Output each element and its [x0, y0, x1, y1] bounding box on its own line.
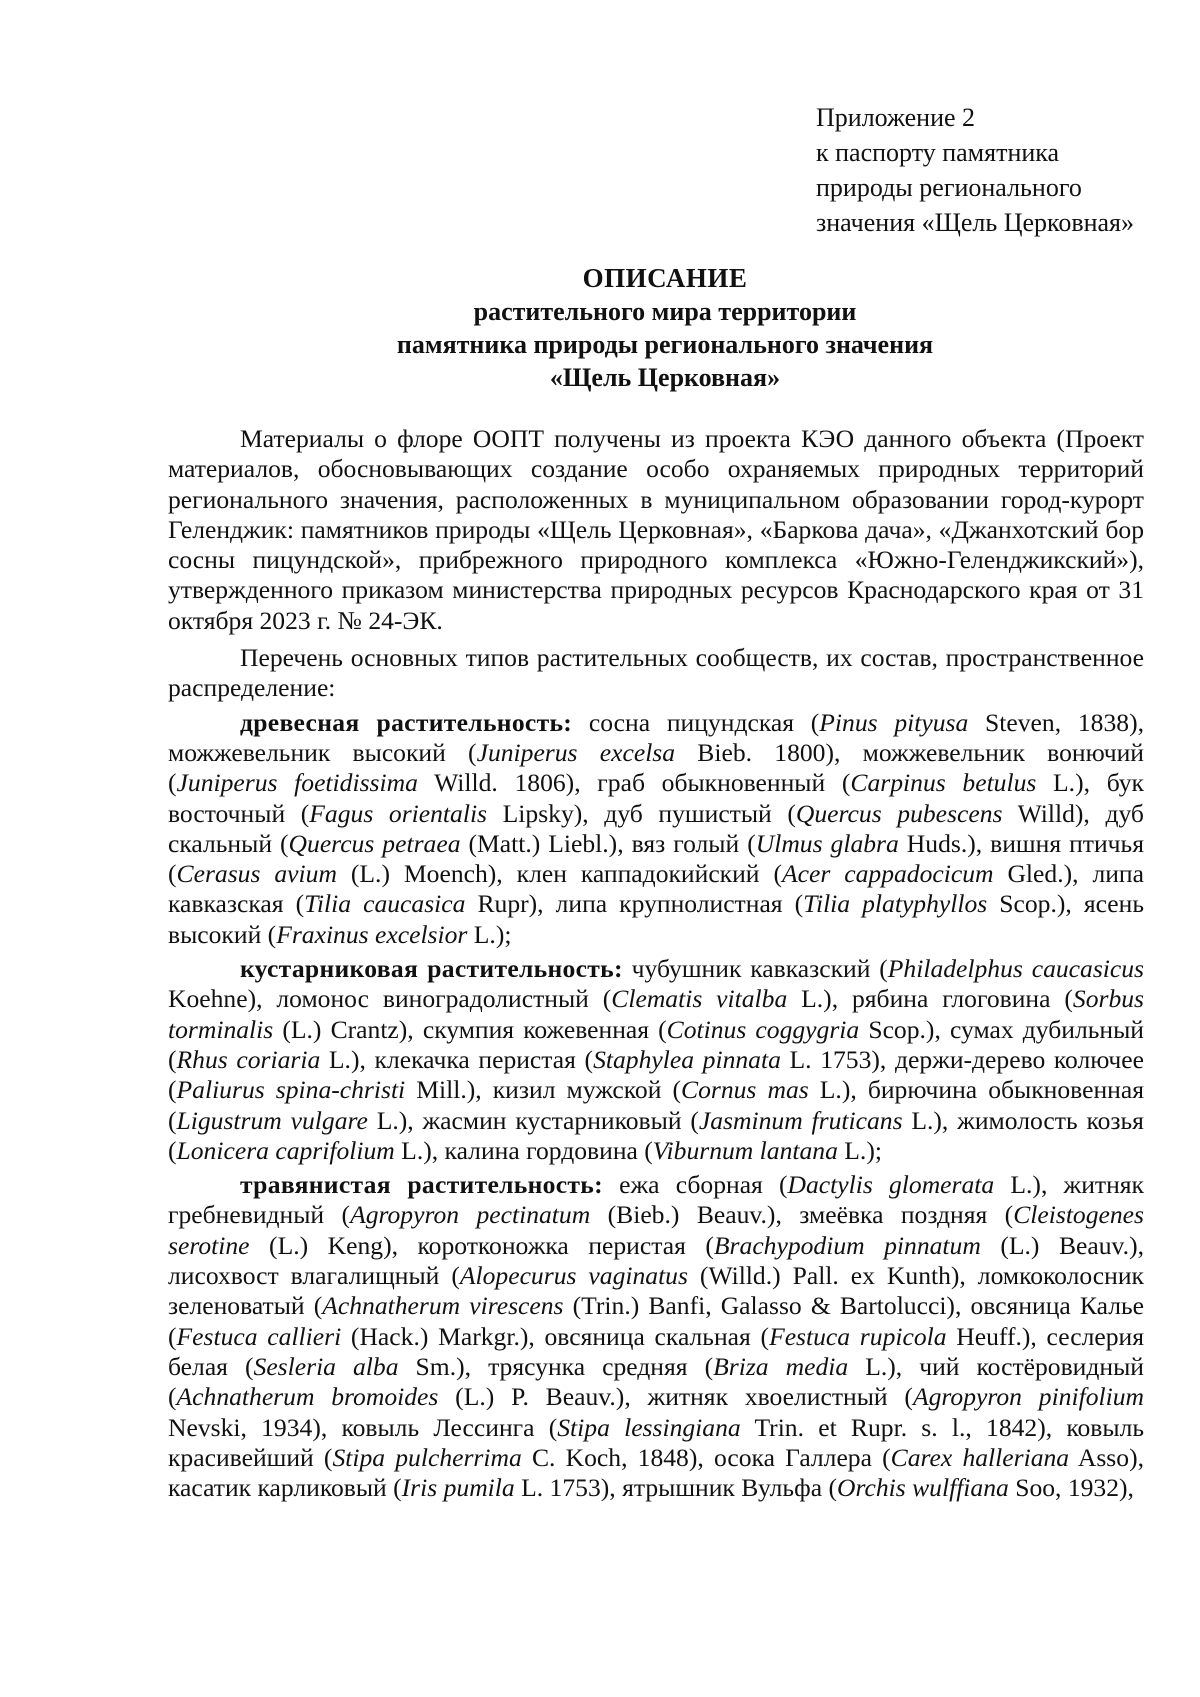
- herb-vegetation-paragraph: [168, 1170, 1144, 1503]
- species-authority: L.);: [467, 919, 512, 949]
- species-latin-name: Cornus mas: [681, 1075, 809, 1105]
- species-latin-name: Clematis vitalba: [611, 984, 788, 1014]
- title-line-3: памятника природы регионального значения: [396, 330, 934, 359]
- species-common-name: бирючина обыкновенная (: [168, 1075, 1144, 1135]
- species-common-name: можжевельник высокий (: [168, 737, 477, 767]
- species-authority: Soo, 1932),: [1008, 1473, 1134, 1503]
- species-entry: [168, 1473, 622, 1502]
- species-authority: Willd. 1806),: [417, 768, 598, 798]
- species-latin-name: Sesleria alba: [253, 1351, 399, 1381]
- species-entry: [423, 1106, 958, 1135]
- species-authority: L.),: [848, 1351, 920, 1381]
- species-authority: Bieb. 1800),: [675, 737, 863, 767]
- species-authority: L.),: [320, 1044, 375, 1074]
- species-authority: Scop.),: [859, 1014, 950, 1044]
- species-entry: [493, 1075, 868, 1104]
- species-common-name: овсяница Калье (: [168, 1291, 1145, 1351]
- species-entry: [375, 1045, 895, 1074]
- species-latin-name: Stipa pulcherrima: [332, 1442, 522, 1472]
- species-authority: (L.) Keng),: [249, 1230, 418, 1260]
- species-common-name: липа кавказская (: [168, 859, 1144, 919]
- species-common-name: жимолость козья (: [168, 1105, 1144, 1165]
- species-common-name: ежа сборная (: [619, 1170, 788, 1200]
- species-authority: Nevski, 1934),: [168, 1412, 342, 1442]
- species-entry: [619, 1170, 1063, 1199]
- species-common-name: можжевельник вонючий (: [168, 737, 1144, 798]
- species-authority: Asso),: [1069, 1442, 1144, 1472]
- species-entry: [488, 1352, 919, 1381]
- species-authority: L.),: [1036, 768, 1107, 798]
- herb-vegetation-heading: травянистая растительность:: [240, 1170, 603, 1200]
- species-common-name: ломонос виноградолистный (: [276, 984, 612, 1014]
- shrub-vegetation-heading: кустарниковая растительность:: [240, 954, 623, 984]
- species-latin-name: Festuca rupicola: [769, 1321, 947, 1351]
- species-latin-name: Ligustrum vulgare: [176, 1105, 368, 1135]
- species-entry: [168, 738, 863, 767]
- shrub-vegetation-list: [168, 954, 1144, 1165]
- species-common-name: лисохвост влагалищный (: [168, 1261, 460, 1291]
- species-entry: [632, 829, 991, 858]
- species-latin-name: Achnatherum virescens: [322, 1291, 564, 1321]
- species-latin-name: Acer cappadocicum: [781, 859, 994, 889]
- species-authority: L.),: [994, 1170, 1064, 1200]
- species-entry: [341, 1413, 1066, 1442]
- species-latin-name: Quercus pubescens: [795, 798, 1003, 828]
- species-latin-name: Rhus coriaria: [176, 1044, 321, 1074]
- species-common-name: жасмин кустарниковый (: [422, 1105, 699, 1135]
- species-entry: [418, 1231, 1144, 1260]
- title-line-2: растительного мира территории: [473, 297, 857, 326]
- species-entry: [545, 1322, 1047, 1351]
- title-main: ОПИСАНИЕ: [582, 263, 748, 293]
- list-intro-paragraph: Перечень основных типов растительных сообществ, их состав, пространственное распределение:: [168, 643, 1144, 703]
- species-latin-name: Juniperus foetidissima: [176, 768, 418, 798]
- species-authority: L. 1753),: [780, 1044, 895, 1074]
- species-authority: (Trin.) Banfi, Galasso & Bartolucci),: [563, 1291, 971, 1321]
- species-entry: [556, 889, 1084, 918]
- species-latin-name: Staphylea pinnata: [593, 1044, 781, 1074]
- species-latin-name: Carpinus betulus: [850, 768, 1037, 798]
- species-latin-name: Juniperus excelsa: [476, 737, 676, 767]
- species-authority: L.);: [837, 1135, 882, 1165]
- species-common-name: сосна пицундская (: [588, 707, 820, 737]
- tree-vegetation-paragraph: [168, 708, 1144, 950]
- species-latin-name: Cerasus avium: [176, 859, 337, 889]
- species-common-name: дуб пушистый (: [604, 798, 796, 828]
- species-common-name: калина гордовина (: [444, 1135, 653, 1165]
- species-common-name: чубушник кавказский (: [631, 954, 888, 984]
- species-common-name: сумах дубильный (: [168, 1014, 1144, 1074]
- species-latin-name: Carex halleriana: [890, 1442, 1070, 1472]
- species-authority: (L.) Moench),: [336, 859, 517, 889]
- species-common-name: граб обыкновенный (: [597, 768, 851, 798]
- species-latin-name: Orchis wulffiana: [836, 1473, 1009, 1503]
- species-common-name: ятрышник Вульфа (: [622, 1473, 837, 1503]
- species-common-name: клекачка перистая (: [374, 1044, 594, 1074]
- species-common-name: овсяница скальная (: [544, 1321, 770, 1351]
- species-entry: [604, 799, 1105, 828]
- intro-paragraph: Материалы о флоре ООПТ получены из проекта КЭО данного объекта (Проект материалов, обосновывающих создание особо охраняемых природных территорий регионального значения, расположенных в муниципальном образовании город-курорт Геленджик: памятников природы «Щель Церковная», «Баркова дача», «Джанхотский бор сосны пицундской», прибрежного природного комплекса «Южно-Геленджикский»), утвержденного приказом министерства природных ресурсов Краснодарского края от 31 октября 2023 г. № 24-ЭК.: [168, 424, 1144, 635]
- species-latin-name: Achnatherum bromoides: [176, 1382, 439, 1412]
- species-entry: [622, 1473, 1134, 1502]
- species-authority: Huds.),: [898, 828, 991, 858]
- species-entry: [445, 1136, 882, 1165]
- species-entry: [597, 768, 1106, 797]
- species-entry: [517, 859, 1093, 888]
- species-latin-name: Alopecurus vaginatus: [459, 1261, 688, 1291]
- herb-vegetation-list: [168, 1170, 1144, 1502]
- species-common-name: вишня птичья (: [168, 828, 1144, 889]
- species-authority: (L.) P. Beauv.),: [438, 1382, 648, 1412]
- species-latin-name: Cotinus coggygria: [666, 1014, 860, 1044]
- species-authority: Mill.),: [405, 1075, 493, 1105]
- species-authority: L.),: [787, 984, 852, 1014]
- species-entry: [423, 1015, 950, 1044]
- species-common-name: касатик карликовый (: [168, 1473, 402, 1503]
- species-latin-name: Philadelphus caucasicus: [887, 954, 1145, 984]
- species-common-name: дуб скальный (: [168, 798, 1144, 858]
- species-latin-name: Agropyron pectinatum: [350, 1200, 591, 1230]
- species-common-name: вяз голый (: [631, 828, 756, 858]
- species-authority: Rupr),: [465, 889, 556, 919]
- species-latin-name: Lonicera caprifolium: [176, 1135, 395, 1165]
- appendix-header: [816, 100, 1186, 240]
- species-latin-name: Sorbus torminalis: [168, 984, 1144, 1044]
- species-latin-name: Fraxinus excelsior: [276, 919, 468, 949]
- species-common-name: липа крупнолистная (: [555, 889, 804, 919]
- species-latin-name: Dactylis glomerata: [787, 1170, 995, 1200]
- species-authority: Lipsky),: [487, 798, 605, 828]
- species-common-name: коротконожка перистая (: [417, 1230, 714, 1260]
- appendix-line-1: Приложение 2: [816, 103, 976, 132]
- species-latin-name: Briza media: [713, 1351, 849, 1381]
- species-latin-name: Agropyron pinifolium: [912, 1382, 1144, 1412]
- species-authority: Sm.),: [398, 1351, 489, 1381]
- tree-vegetation-heading: древесная растительность:: [240, 707, 573, 737]
- species-authority: Scop.),: [987, 889, 1084, 919]
- species-authority: (Matt.) Liebl.),: [460, 828, 632, 858]
- species-authority: L.),: [902, 1105, 958, 1135]
- species-authority: (L.) Beauv.),: [980, 1230, 1145, 1260]
- species-authority: (Hack.) Markgr.),: [341, 1321, 545, 1351]
- species-latin-name: Iris pumila: [401, 1473, 515, 1503]
- species-authority: Willd),: [1002, 798, 1106, 828]
- species-common-name: ковыль красивейший (: [168, 1412, 1145, 1472]
- species-common-name: бук восточный (: [168, 768, 1144, 828]
- species-entry: [589, 708, 1144, 737]
- species-latin-name: Quercus petraea: [288, 828, 461, 858]
- species-latin-name: Brachypodium pinnatum: [713, 1230, 981, 1260]
- species-common-name: ломкоколосник зеленоватый (: [168, 1261, 1144, 1321]
- species-latin-name: Tilia caucasica: [304, 889, 466, 919]
- species-latin-name: Tilia platyphyllos: [803, 889, 988, 919]
- species-latin-name: Stipa lessingiana: [557, 1412, 741, 1442]
- species-entry: [168, 1261, 978, 1290]
- species-common-name: трясунка средняя (: [488, 1351, 714, 1381]
- document-title: [165, 262, 1165, 394]
- species-common-name: ясень высокий (: [168, 889, 1145, 949]
- title-line-4: «Щель Церковная»: [549, 363, 781, 392]
- species-common-name: чий костёровидный (: [168, 1351, 1144, 1412]
- species-authority: Koehne),: [168, 984, 277, 1014]
- shrub-vegetation-paragraph: [168, 954, 1144, 1166]
- species-common-name: клен каппадокийский (: [516, 859, 782, 889]
- document-body: [168, 424, 1144, 1503]
- species-latin-name: Viburnum lantana: [652, 1135, 838, 1165]
- species-authority: (Bieb.) Beauv.),: [590, 1200, 800, 1230]
- species-authority: L.),: [394, 1135, 445, 1165]
- species-common-name: сеслерия белая (: [168, 1321, 1144, 1381]
- species-entry: [714, 1443, 1144, 1472]
- species-common-name: житняк гребневидный (: [168, 1170, 1144, 1230]
- species-authority: L.),: [367, 1105, 423, 1135]
- species-common-name: кизил мужской (: [492, 1075, 682, 1105]
- species-authority: Trin. et Rupr. s. l., 1842),: [740, 1412, 1067, 1442]
- species-authority: Steven, 1838),: [968, 707, 1144, 737]
- appendix-line-2: к паспорту памятника: [816, 138, 1060, 167]
- species-authority: L. 1753),: [514, 1473, 623, 1503]
- species-authority: (Willd.) Pall. ex Kunth),: [687, 1261, 978, 1291]
- species-latin-name: Pinus pityusa: [819, 707, 969, 737]
- appendix-line-3: природы регионального: [816, 173, 1082, 202]
- species-common-name: осока Галлера (: [713, 1442, 891, 1472]
- species-latin-name: Jasminum fruticans: [698, 1105, 903, 1135]
- tree-vegetation-list: [168, 708, 1144, 949]
- species-common-name: скумпия кожевенная (: [422, 1014, 667, 1044]
- species-authority: (L.) Crantz),: [273, 1014, 423, 1044]
- species-authority: Gled.),: [993, 859, 1093, 889]
- species-latin-name: Ulmus glabra: [755, 828, 899, 858]
- species-entry: [276, 984, 852, 1013]
- species-common-name: житняк хвоелистный (: [647, 1382, 913, 1412]
- species-common-name: ковыль Лессинга (: [341, 1412, 558, 1442]
- species-authority: Heuff.),: [946, 1321, 1047, 1351]
- species-latin-name: Fagus orientalis: [309, 798, 488, 828]
- species-common-name: рябина глоговина (: [851, 984, 1073, 1014]
- species-common-name: держи-дерево колючее (: [168, 1044, 1145, 1105]
- species-latin-name: Paliurus spina-christi: [176, 1075, 406, 1105]
- species-authority: C. Koch, 1848),: [521, 1442, 714, 1472]
- species-authority: L.),: [808, 1075, 868, 1105]
- species-latin-name: Festuca callieri: [176, 1321, 342, 1351]
- species-common-name: змеёвка поздняя (: [799, 1200, 1014, 1230]
- species-latin-name: Cleistogenes serotine: [168, 1200, 1144, 1260]
- appendix-line-4: значения «Щель Церковная»: [816, 208, 1135, 237]
